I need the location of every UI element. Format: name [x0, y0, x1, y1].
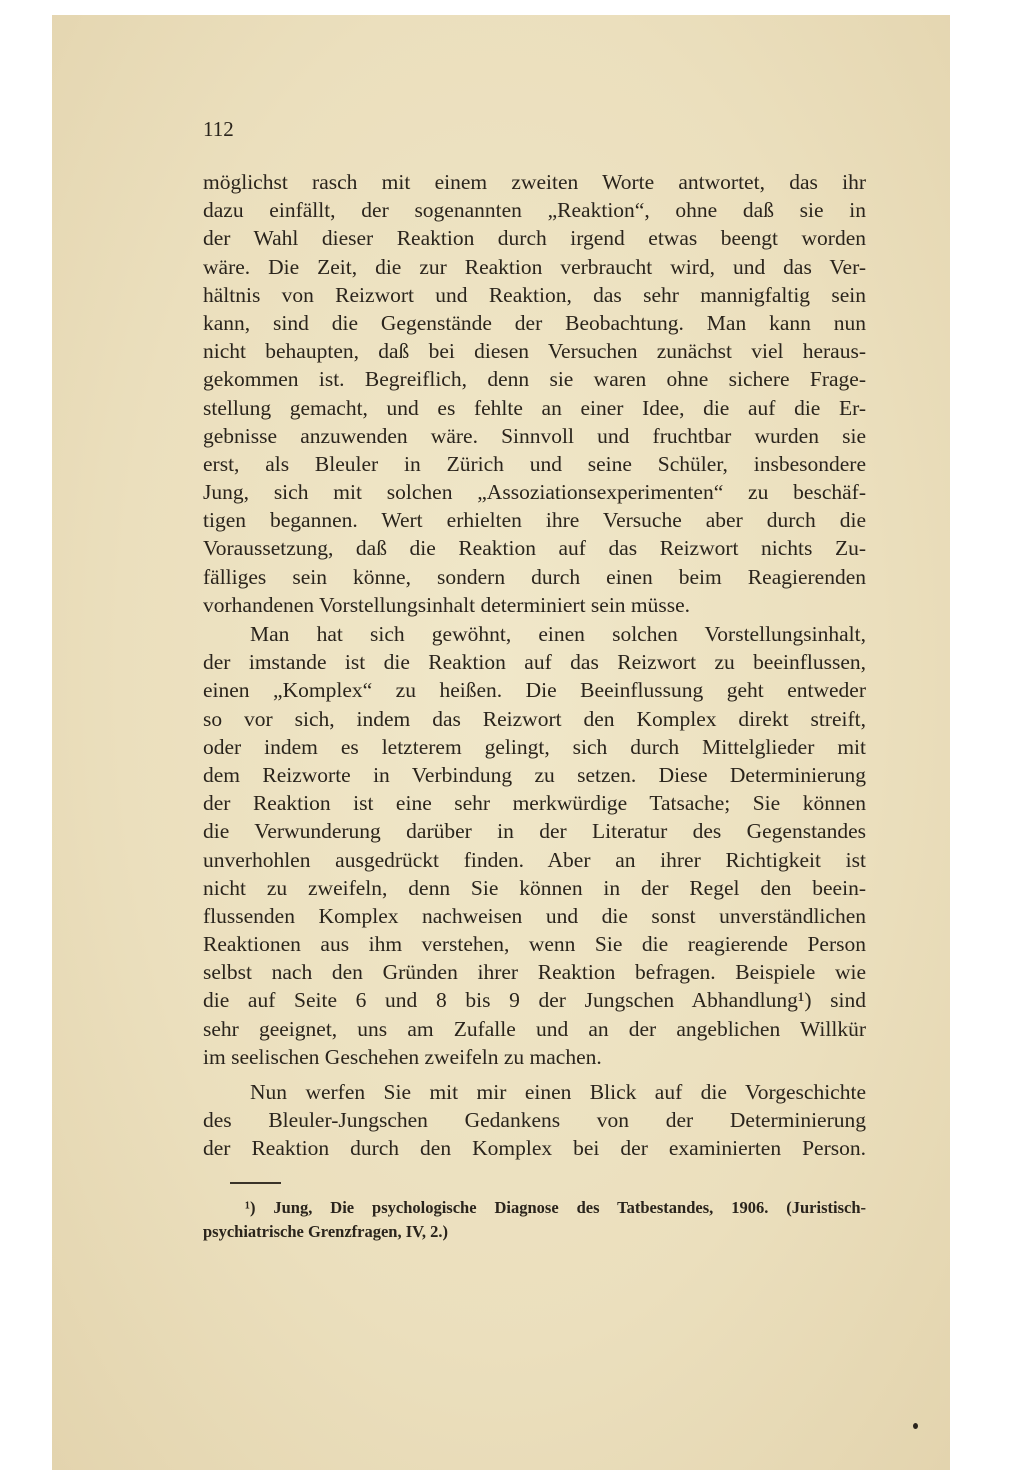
- text-line: der Reaktion durch den Komplex bei der examinierten Person.: [203, 1136, 866, 1161]
- text-line: selbst nach den Gründen ihrer Reaktion befragen. Beispiele wie: [203, 960, 866, 985]
- text-line: oder indem es letzterem gelingt, sich durch Mittelglieder mit: [203, 734, 866, 759]
- text-line: gebnisse anzuwenden wäre. Sinnvoll und fruchtbar wurden sie: [203, 423, 866, 448]
- ink-speck: [913, 1423, 918, 1429]
- footnote: [203, 1196, 866, 1244]
- text-line: fälliges sein könne, sondern durch einen beim Reagierenden: [203, 564, 866, 589]
- paragraph-1: [203, 168, 866, 619]
- paragraph-2: [203, 620, 866, 1071]
- text-line: der Wahl dieser Reaktion durch irgend etwas beengt worden: [203, 226, 866, 251]
- footnote-divider: [230, 1182, 281, 1184]
- text-line: im seelischen Geschehen zweifeln zu machen.: [203, 1044, 602, 1069]
- text-line: gekommen ist. Begreiflich, denn sie waren ohne sichere Frage-: [203, 367, 866, 392]
- paragraph-3: [203, 1078, 866, 1163]
- text-line: des Bleuler-Jungschen Gedankens von der Determinierung: [203, 1108, 866, 1133]
- text-line: der Reaktion ist eine sehr merkwürdige Tatsache; Sie können: [203, 791, 866, 816]
- text-line: einen „Komplex“ zu heißen. Die Beeinflussung geht entweder: [203, 678, 866, 703]
- text-line: möglichst rasch mit einem zweiten Worte antwortet, das ihr: [203, 170, 866, 194]
- text-line: sehr geeignet, uns am Zufalle und an der angeblichen Willkür: [203, 1016, 866, 1041]
- footnote-line: psychiatrische Grenzfragen, IV, 2.): [203, 1222, 449, 1241]
- text-line: dem Reizworte in Verbindung zu setzen. Diese Determinierung: [203, 762, 866, 787]
- text-line: Nun werfen Sie mit mir einen Blick auf die Vorgeschichte: [250, 1080, 866, 1104]
- text-line: unverhohlen ausgedrückt finden. Aber an ihrer Richtigkeit ist: [203, 847, 866, 872]
- footnote-line: ¹) Jung, Die psychologische Diagnose des Tatbestandes, 1906. (Juristisch-: [245, 1198, 866, 1217]
- text-line: die Verwunderung darüber in der Literatur des Gegenstandes: [203, 819, 866, 844]
- text-line: Voraussetzung, daß die Reaktion auf das Reizwort nichts Zu-: [203, 536, 866, 561]
- text-line: stellung gemacht, und es fehlte an einer Idee, die auf die Er-: [203, 395, 866, 420]
- text-line: so vor sich, indem das Reizwort den Komplex direkt streift,: [203, 706, 866, 731]
- text-line: Reaktionen aus ihm verstehen, wenn Sie die reagierende Person: [203, 932, 866, 957]
- text-line: nicht behaupten, daß bei diesen Versuchen zunächst viel heraus-: [203, 339, 866, 364]
- text-line: Man hat sich gewöhnt, einen solchen Vorstellungsinhalt,: [250, 622, 866, 646]
- text-line: die auf Seite 6 und 8 bis 9 der Jungschen Abhandlung¹) sind: [203, 988, 866, 1013]
- text-line: tigen begannen. Wert erhielten ihre Versuche aber durch die: [203, 508, 866, 533]
- text-line: hältnis von Reizwort und Reaktion, das sehr mannigfaltig sein: [203, 282, 866, 307]
- text-line: Jung, sich mit solchen „Assoziationsexperimenten“ zu beschäf-: [203, 480, 866, 505]
- text-line: nicht zu zweifeln, denn Sie können in der Regel den beein-: [203, 875, 866, 900]
- text-line: wäre. Die Zeit, die zur Reaktion verbraucht wird, und das Ver-: [203, 254, 866, 279]
- text-line: kann, sind die Gegenstände der Beobachtung. Man kann nun: [203, 310, 866, 335]
- text-line: vorhandenen Vorstellungsinhalt determiniert sein müsse.: [203, 592, 691, 617]
- text-line: erst, als Bleuler in Zürich und seine Schüler, insbesondere: [203, 451, 866, 476]
- text-line: dazu einfällt, der sogenannten „Reaktion“, ohne daß sie in: [203, 198, 866, 223]
- text-line: der imstande ist die Reaktion auf das Reizwort zu beeinflussen,: [203, 650, 866, 675]
- page-number: 112: [203, 117, 234, 141]
- text-line: flussenden Komplex nachweisen und die sonst unverständlichen: [203, 903, 866, 928]
